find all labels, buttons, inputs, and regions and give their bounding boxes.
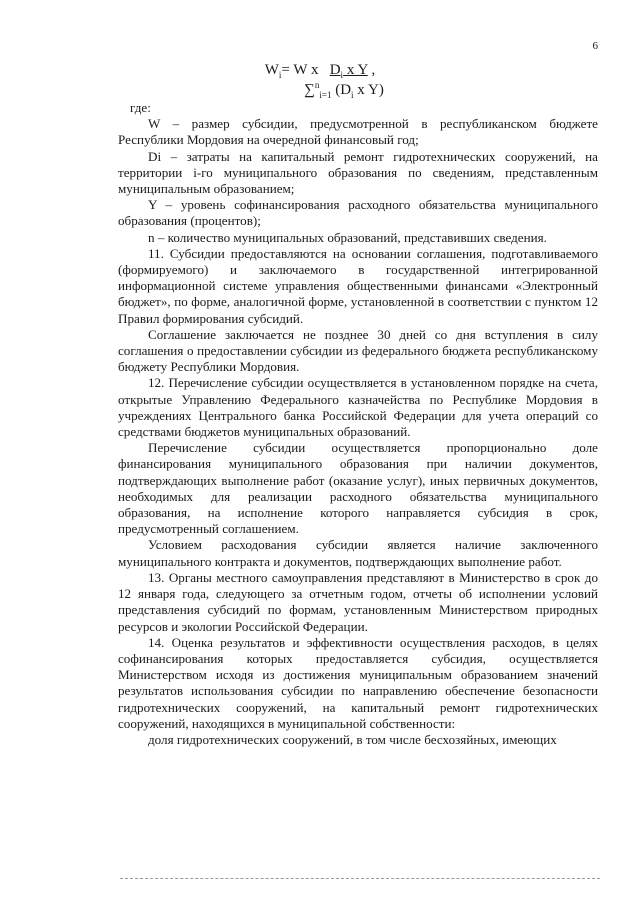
paragraph: n – количество муниципальных образований, представивших сведения. [148, 229, 547, 245]
paragraph: W – размер субсидии, предусмотренной в республиканском бюджете Республики Мордовия на очередной финансовый год; [118, 116, 598, 148]
body-text [118, 100, 598, 748]
formula-numerator [330, 62, 368, 78]
formula-denom-rest: x Y) [353, 82, 384, 98]
page-number: 6 [592, 40, 598, 52]
formula-sum-sign: ∑ [304, 82, 315, 98]
formula-num-rest: x Y [343, 62, 368, 78]
paragraph: 13. Органы местного самоуправления представляют в Министерство в срок до 12 января года, следующего за отчетным годом, отчеты об исполнении условий представления субсидий по формам, установленным Министерством природных ресурсов и экологии Российской Федерации. [118, 569, 598, 634]
paragraph: Условием расходования субсидии является наличие заключенного муниципального контракта и документов, подтверждающих выполнение работ. [118, 537, 598, 569]
paragraph: где: [130, 100, 151, 115]
paragraph: 11. Субсидии предоставляются на основании соглашения, подготавливаемого (формируемого) и заключаемого в государственной интегрированной информационной системе управления общественными финансами «Электронный бюджет», по форме, аналогичной форме, установленной в соответствии с пунктом 12 Правил формирования субсидий. [118, 245, 598, 326]
paragraph: Перечисление субсидии осуществляется пропорционально доле финансирования муниципального образования при наличии документов, подтверждающих выполнение работ (оказание услуг), иных первичных документов, необходимых для реализации расходного обязательства муниципального образования, на исполнение которого направляется субсидия в срок, предусмотренный соглашением. [118, 440, 598, 537]
paragraph: доля гидротехнических сооружений, в том числе бесхозяйных, имеющих [148, 731, 557, 747]
paragraph: 12. Перечисление субсидии осуществляется в установленном порядке на счета, открытые Управлению Федерального казначейства по Республике Мордовия в учреждениях Центрального банка Российской Федерации для учета операций со средствами бюджетов муниципальных образований. [118, 375, 598, 440]
formula-sum-sub: i=1 [319, 90, 332, 100]
paragraph: Соглашение заключается не позднее 30 дней со дня вступления в силу соглашения о предоставлении субсидии из федерального бюджета республиканскому бюджету Республики Мордовия. [118, 326, 598, 375]
bottom-divider [120, 878, 600, 879]
formula-num-d-sub: i [340, 70, 344, 80]
formula-denom: (D [331, 82, 352, 98]
formula-sum-sup: n [314, 80, 320, 90]
formula-eq: = W x [281, 62, 319, 78]
formula-lhs-sub: i [278, 70, 282, 80]
paragraph: Di – затраты на капитальный ремонт гидротехнических сооружений, на территории i-го муниципального образования по сведениям, представленным муниципальным образованием; [118, 148, 598, 197]
paragraph: 14. Оценка результатов и эффективности осуществления расходов, в целях софинансирования которых предоставляется субсидия, осуществляется Министерством исходя из достижения муниципальным образованием значений результатов использования субсидии по направлению обеспечение безопасности гидротехнических сооружений, на капитальный ремонт гидротехнических сооружений, находящихся в муниципальной собственности: [118, 634, 598, 731]
formula-num-d: D [329, 62, 341, 78]
paragraph: Y – уровень софинансирования расходного обязательства муниципального образования (процентов); [118, 197, 598, 229]
formula-line-2 [0, 80, 640, 100]
formula-lhs: W [264, 62, 279, 78]
formula-line-1 [0, 62, 640, 80]
formula-tail: , [367, 62, 376, 78]
formula-denom-sub: i [351, 90, 354, 100]
